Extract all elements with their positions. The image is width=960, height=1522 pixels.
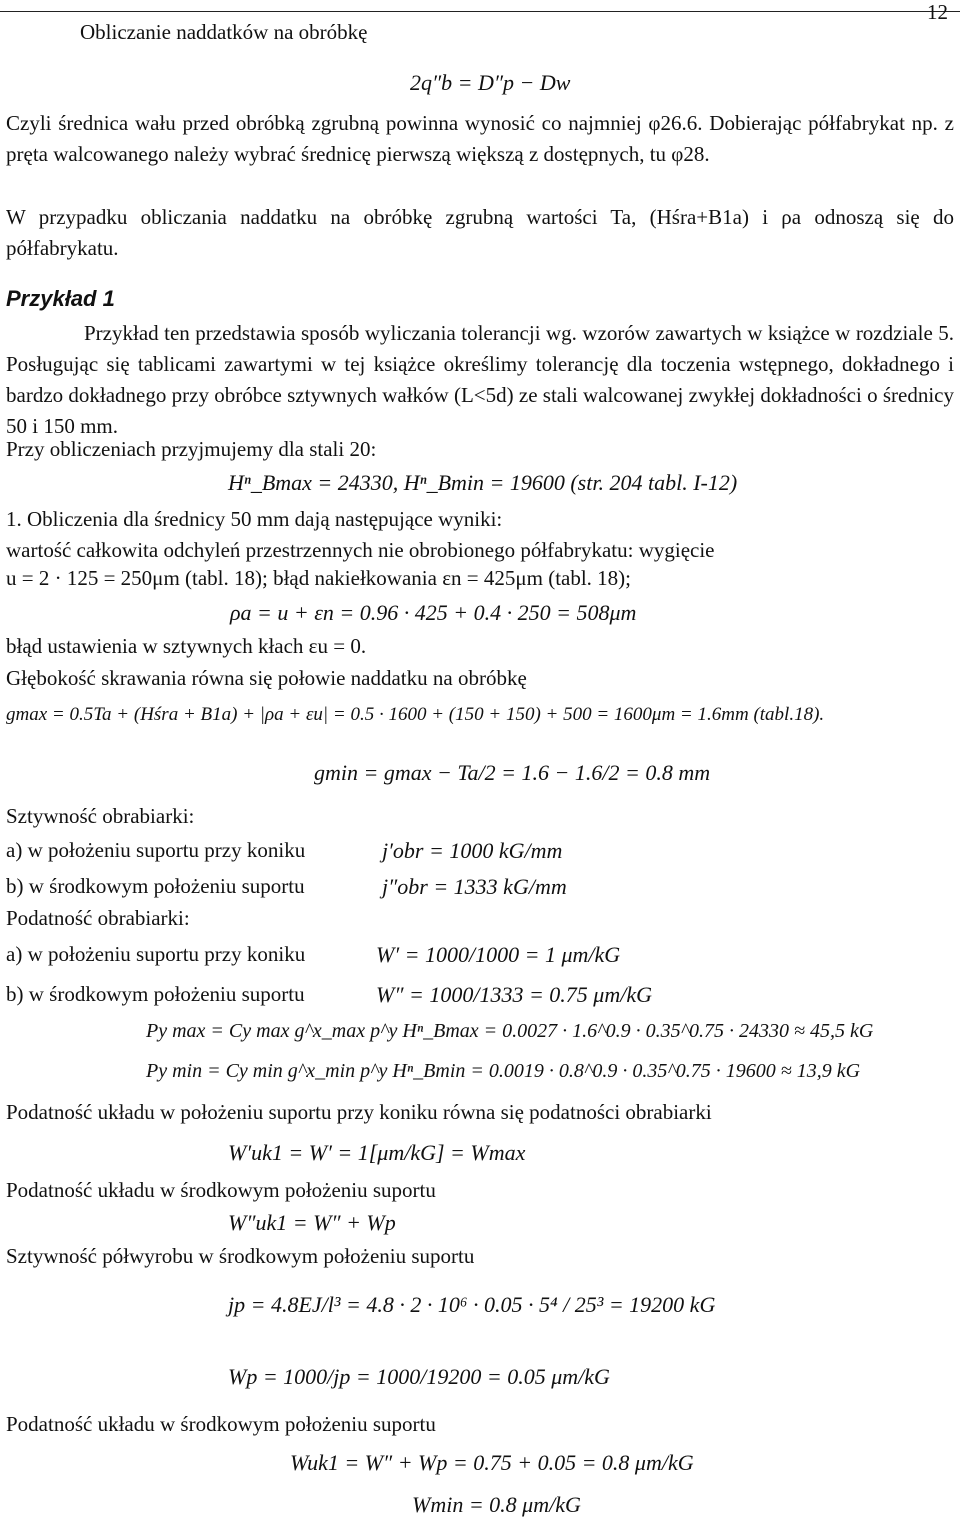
- equation-allowance-text: 2q″b = D″p − Dw: [410, 70, 571, 95]
- stiffness-b-equation: j″obr = 1333 kG/mm: [382, 874, 567, 899]
- header-rule: [0, 11, 960, 12]
- equation-hardness: Hⁿ_Bmax = 24330, Hⁿ_Bmin = 19600 (str. 204 tabl. I-12): [228, 470, 738, 495]
- equation-wuk: Wuk1 = W″ + Wp = 0.75 + 0.05 = 0.8 μm/kG: [290, 1450, 694, 1475]
- results-line: 1. Obliczenia dla średnicy 50 mm dają następujące wyniki:: [6, 507, 503, 531]
- equation-jp: jp = 4.8EJ/l³ = 4.8 · 2 · 10⁶ · 0.05 · 5⁴ / 25³ = 19200 kG: [228, 1292, 716, 1317]
- stiffness-title: Sztywność obrabiarki:: [6, 804, 195, 828]
- equation-gmin: gmin = gmax − Ta/2 = 1.6 − 1.6/2 = 0.8 mm: [314, 760, 711, 785]
- compliance-title: Podatność obrabiarki:: [6, 906, 190, 930]
- equation-pmin: Py min = Cy min g^x_min p^y Hⁿ_Bmin = 0.0019 · 0.8^0.9 · 0.35^0.75 · 19600 ≈ 13,9 kG: [146, 1060, 861, 1082]
- compliance-b-label: b) w środkowym położeniu suportu: [6, 982, 305, 1006]
- compliance-a-label: a) w położeniu suportu przy koniku: [6, 942, 306, 966]
- system-compliance-a-equation: W′uk1 = W′ = 1[μm/kG] = Wmax: [228, 1140, 526, 1165]
- page-header-title: Obliczanie naddatków na obróbkę: [80, 20, 368, 44]
- workpiece-stiffness-text: Sztywność półwyrobu w środkowym położeniu suportu: [6, 1244, 475, 1268]
- system-compliance-b-equation: W″uk1 = W″ + Wp: [228, 1210, 396, 1235]
- system-compliance-b-text: Podatność układu w środkowym położeniu suportu: [6, 1178, 436, 1202]
- page-number: 12: [927, 0, 948, 24]
- example-heading: Przykład 1: [6, 286, 115, 311]
- equation-gmax: gmax = 0.5Ta + (Hśra + B1a) + |ρa + εu| = 0.5 · 1600 + (150 + 150) + 500 = 1600μm = 1.6mm (tabl.18).: [6, 704, 825, 725]
- equation-bend: u = 2 · 125 = 250μm (tabl. 18); błąd nakiełkowania εn = 425μm (tabl. 18);: [6, 566, 632, 590]
- steel-line: Przy obliczeniach przyjmujemy dla stali 20:: [6, 437, 377, 461]
- compliance-a-equation: W′ = 1000/1000 = 1 μm/kG: [376, 942, 621, 967]
- intro-paragraph-1: Czyli średnica wału przed obróbką zgrubną powinna wynosić co najmniej φ26.6. Dobierając półfabrykat np. z pręta walcowanego należy wybrać średnicę pierwszą większą z dostępnych, tu φ28.: [6, 111, 954, 166]
- equation-wmin: Wmin = 0.8 μm/kG: [412, 1492, 581, 1517]
- equation-pmax: Py max = Cy max g^x_max p^y Hⁿ_Bmax = 0.0027 · 1.6^0.9 · 0.35^0.75 · 24330 ≈ 45,5 kG: [146, 1020, 874, 1042]
- stiffness-a-equation: j′obr = 1000 kG/mm: [382, 838, 563, 863]
- stiffness-a-label: a) w położeniu suportu przy koniku: [6, 838, 306, 862]
- system-compliance-a-text: Podatność układu w położeniu suportu przy koniku równa się podatności obrabiarki: [6, 1100, 712, 1124]
- intro-paragraph-2: W przypadku obliczania naddatku na obróbkę zgrubną wartości Ta, (Hśra+B1a) i ρa odnoszą się do półfabrykatu.: [6, 205, 954, 260]
- equation-wp: Wp = 1000/jp = 1000/19200 = 0.05 μm/kG: [228, 1364, 610, 1389]
- compliance-b-equation: W″ = 1000/1333 = 0.75 μm/kG: [376, 982, 652, 1007]
- example-paragraph: Przykład ten przedstawia sposób wyliczania tolerancji wg. wzorów zawartych w książce w rozdziale 5. Posługując się tablicami zawartymi w tej książce określimy tolerancję dla toczenia wstępnego, dokładnego i bardzo dokładnego przy obróbce sztywnych wałków (L<5d) ze stali walcowanej zwykłej dokładności o średnicy 50 i 150 mm.: [6, 321, 954, 438]
- deviation-line: wartość całkowita odchyleń przestrzennych nie obrobionego półfabrykatu: wygięcie: [6, 538, 715, 562]
- equation-rho: ρa = u + εn = 0.96 · 425 + 0.4 · 250 = 508μm: [230, 600, 637, 625]
- stiffness-b-label: b) w środkowym położeniu suportu: [6, 874, 305, 898]
- equation-allowance: [410, 70, 570, 96]
- depth-line: Głębokość skrawania równa się połowie naddatku na obróbkę: [6, 666, 527, 690]
- setup-error-line: błąd ustawienia w sztywnych kłach εu = 0.: [6, 634, 367, 658]
- system-compliance-c-text: Podatność układu w środkowym położeniu suportu: [6, 1412, 436, 1436]
